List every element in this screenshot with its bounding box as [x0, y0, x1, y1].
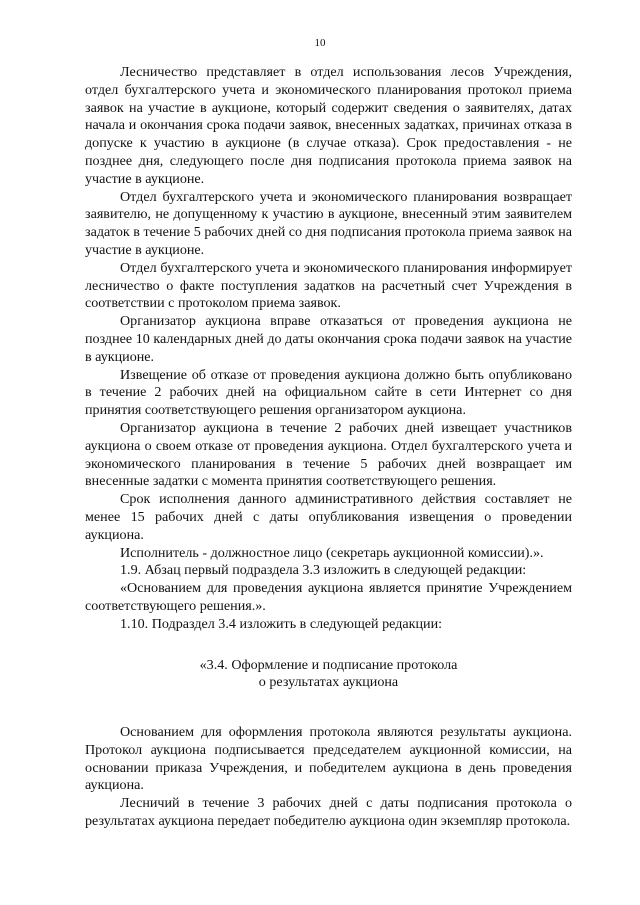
paragraph: Лесничий в течение 3 рабочих дней с даты подписания протокола о результатах аукциона передает победителю аукциона один экземпляр протокола. [85, 795, 572, 830]
page-number: 10 [314, 37, 326, 49]
paragraph: Извещение об отказе от проведения аукциона должно быть опубликовано в течение 2 рабочих дней на официальном сайте в сети Интернет со дня принятия соответствующего решения организатором аукциона. [85, 366, 572, 419]
paragraph: Отдел бухгалтерского учета и экономического планирования возвращает заявителю, не допущенному к участию в аукционе, внесенный этим заявителем задаток в течение 5 рабочих дней со дня подписания протокола приема заявок на участие в аукционе. [85, 188, 572, 258]
paragraph: 1.9. Абзац первый подраздела 3.3 изложить в следующей редакции: [120, 562, 527, 579]
document-body [85, 64, 572, 831]
paragraph: 1.10. Подраздел 3.4 изложить в следующей редакции: [120, 615, 443, 632]
paragraph: Организатор аукциона в течение 2 рабочих дней извещает участников аукциона о своем отказе от проведения аукциона. Отдел бухгалтерского учета и экономического планирования в течение 5 рабочих дней возвращает им внесенные задатки с момента принятия соответствующего решения. [85, 419, 572, 490]
paragraph: «Основанием для проведения аукциона является принятие Учреждением соответствующего решения.». [85, 580, 572, 614]
heading-line: о результатах аукциона [258, 674, 399, 691]
heading-line: «3.4. Оформление и подписание протокола [199, 656, 458, 673]
paragraph: Срок исполнения данного административного действия составляет не менее 15 рабочих дней с даты опубликования извещения о проведении аукциона. [85, 491, 572, 543]
paragraph: Исполнитель - должностное лицо (секретарь аукционной комиссии).». [120, 544, 544, 561]
paragraph: Основанием для оформления протокола являются результаты аукциона. Протокол аукциона подписывается председателем аукционной комиссии, на основании приказа Учреждения, и победителем аукциона в день проведения аукциона. [85, 724, 572, 794]
paragraph: Отдел бухгалтерского учета и экономического планирования информирует лесничество о факте поступления задатков на расчетный счет Учреждения в соответствии с протоколом приема заявок. [85, 259, 572, 312]
paragraph: Лесничество представляет в отдел использования лесов Учреждения, отдел бухгалтерского учета и экономического планирования протокол приема заявок на участие в аукционе, который содержит сведения о заявителях, датах начала и окончания срока подачи заявок, внесенных задатках, причинах отказа в допуске к участию в аукционе (в случае отказа). Срок предоставления - не позднее дня, следующего после дня подписания протокола приема заявок на участие в аукционе. [85, 64, 572, 187]
paragraph: Организатор аукциона вправе отказаться от проведения аукциона не позднее 10 календарных дней до даты окончания срока подачи заявок на участие в аукционе. [85, 313, 572, 365]
section-heading [85, 657, 572, 693]
